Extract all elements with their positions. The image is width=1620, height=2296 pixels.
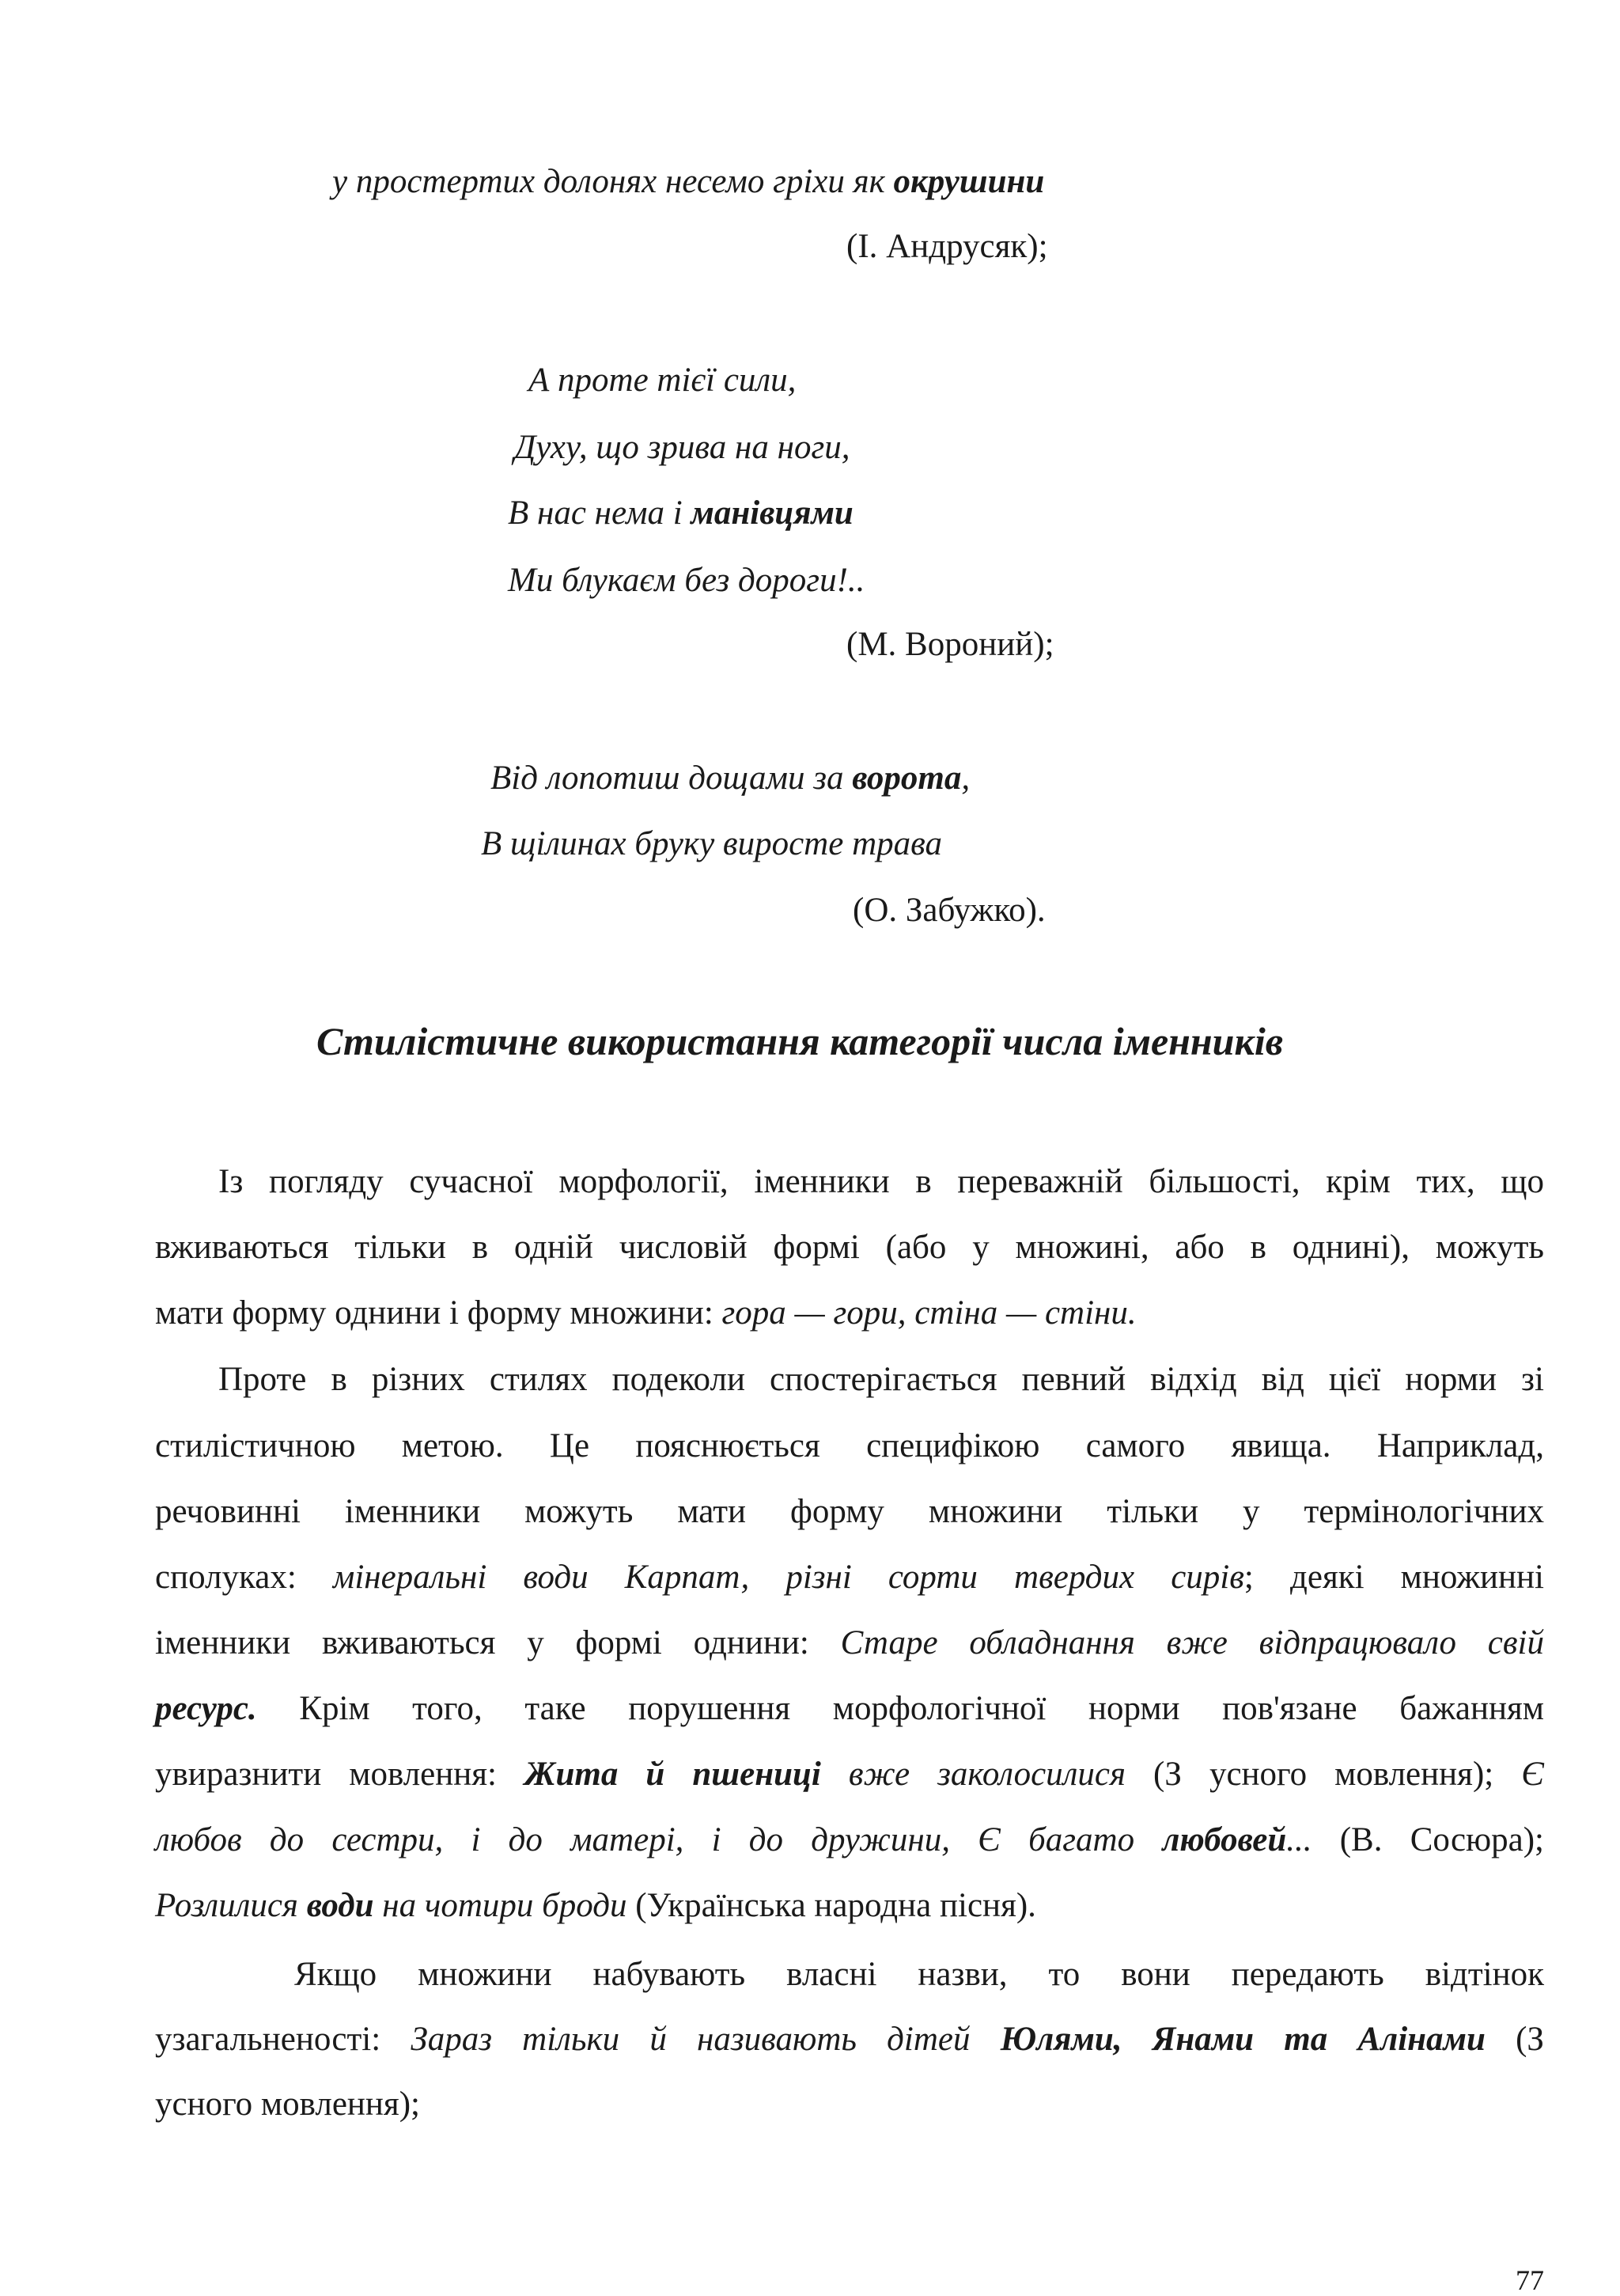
emphasis-text: Юлями, Янами та Алінами [1000, 2021, 1486, 2058]
text-run: Якщо множини набувають власні назви, то вони передають відтінок [294, 1956, 1544, 1993]
poem-2-attribution: (М. Вороний); [846, 626, 1054, 663]
emphasis-text: окрушини [893, 163, 1045, 200]
paragraph-2-line-5 [155, 1626, 1544, 1660]
emphasis-text: води [306, 1887, 374, 1924]
paragraph-2-line-2 [155, 1429, 1544, 1463]
text-run: Крім того, таке порушення морфологічної норми пов'язане бажанням [256, 1690, 1544, 1727]
italic-text: Від лопотиш дощами за [490, 760, 853, 797]
poem-2-line-3 [508, 496, 854, 530]
paragraph-2-line-3 [155, 1495, 1544, 1529]
paragraph-2-line-4 [155, 1560, 1544, 1594]
text-run: речовинні іменники можуть мати форму множини тільки у термінологічних [155, 1493, 1544, 1530]
italic-text: ... [1286, 1821, 1312, 1858]
italic-text: на чотири броди [373, 1887, 627, 1924]
text-run: (З [1485, 2021, 1544, 2058]
text-run: (В. Сосюра); [1312, 1821, 1544, 1858]
text-run: увиразнити мовлення: [155, 1756, 525, 1793]
poem-3-line-1 [490, 761, 970, 795]
italic-text: Зараз тільки й називають дітей [411, 2021, 1001, 2058]
paragraph-3-line-3 [155, 2087, 420, 2121]
emphasis-text: ворота [852, 760, 962, 797]
emphasis-text: Жита й пшениці [524, 1756, 821, 1793]
text-run: Проте в різних стилях подеколи спостерігається певний відхід від цієї норми зі [218, 1361, 1544, 1398]
text-run: (Українська народна пісня). [626, 1887, 1036, 1924]
text-run: вживаються тільки в одній числовій формі (або у множині, або в однині), можуть [155, 1229, 1544, 1266]
paragraph-3-line-1 [294, 1957, 1544, 1991]
poem-2-line-4 [508, 563, 865, 597]
italic-text: Ми блукаєм без дороги!.. [508, 562, 865, 599]
poem-1-line-1 [332, 165, 1044, 199]
italic-text: у простертих долонях несемо гріхи як [332, 163, 894, 200]
poem-2-line-2 [514, 430, 850, 464]
text-run: узагальненості: [155, 2021, 411, 2058]
paragraph-1-line-1 [218, 1165, 1544, 1199]
text-run: іменники вживаються у формі однини: [155, 1624, 841, 1661]
italic-text: В нас нема і [508, 494, 691, 532]
emphasis-text: манівцями [691, 494, 854, 532]
paragraph-2-line-7 [155, 1757, 1544, 1791]
paragraph-3-line-2 [155, 2022, 1544, 2056]
italic-text: Духу, що зрива на ноги, [514, 429, 850, 466]
italic-text: В щілинах бруку виросте трава [481, 825, 942, 862]
text-run: стилістичною метою. Це пояснюється специфікою самого явища. Наприклад, [155, 1427, 1544, 1464]
text-run: (З усного мовлення); [1126, 1756, 1522, 1793]
page-number: 77 [1516, 2264, 1544, 2296]
italic-text: А проте тієї сили, [528, 362, 797, 399]
italic-text: любов до сестри, і до матері, і до дружини, Є багато [155, 1821, 1163, 1858]
paragraph-1-line-2 [155, 1230, 1544, 1264]
poem-3-attribution: (О. Забужко). [853, 892, 1046, 929]
italic-text: Є [1521, 1756, 1545, 1793]
italic-text: мінеральні води Карпат, різні сорти твердих сирів [332, 1559, 1244, 1596]
paragraph-2-line-1 [218, 1362, 1544, 1396]
paragraph-2-line-6 [155, 1692, 1544, 1726]
poem-2-line-1 [528, 363, 796, 397]
text-run: усного мовлення); [155, 2086, 420, 2123]
paragraph-2-line-8 [155, 1823, 1544, 1857]
poem-1-attribution: (І. Андрусяк); [846, 228, 1048, 265]
emphasis-text: любовей [1162, 1821, 1287, 1858]
text-run: мати форму однини і форму множини: [155, 1294, 722, 1332]
italic-text: вже заколосилися [820, 1756, 1126, 1793]
text-run: ; деякі множинні [1243, 1559, 1545, 1596]
paragraph-1-line-3 [155, 1296, 1137, 1330]
emphasis-text: ресурс. [155, 1690, 257, 1727]
paragraph-2-line-9 [155, 1889, 1036, 1923]
italic-text: гора — гори, стіна — стіни. [721, 1294, 1137, 1332]
text-run: Із погляду сучасної морфології, іменники в переважній більшості, крім тих, що [218, 1163, 1544, 1200]
text-run: сполуках: [155, 1559, 333, 1596]
italic-text: Старе обладнання вже відпрацювало свій [840, 1624, 1544, 1661]
italic-text: Розлилися [155, 1887, 307, 1924]
section-heading: Стилістичне використання категорії числа іменників [316, 1019, 1284, 1063]
italic-text: , [961, 760, 971, 797]
poem-3-line-2 [481, 827, 942, 861]
